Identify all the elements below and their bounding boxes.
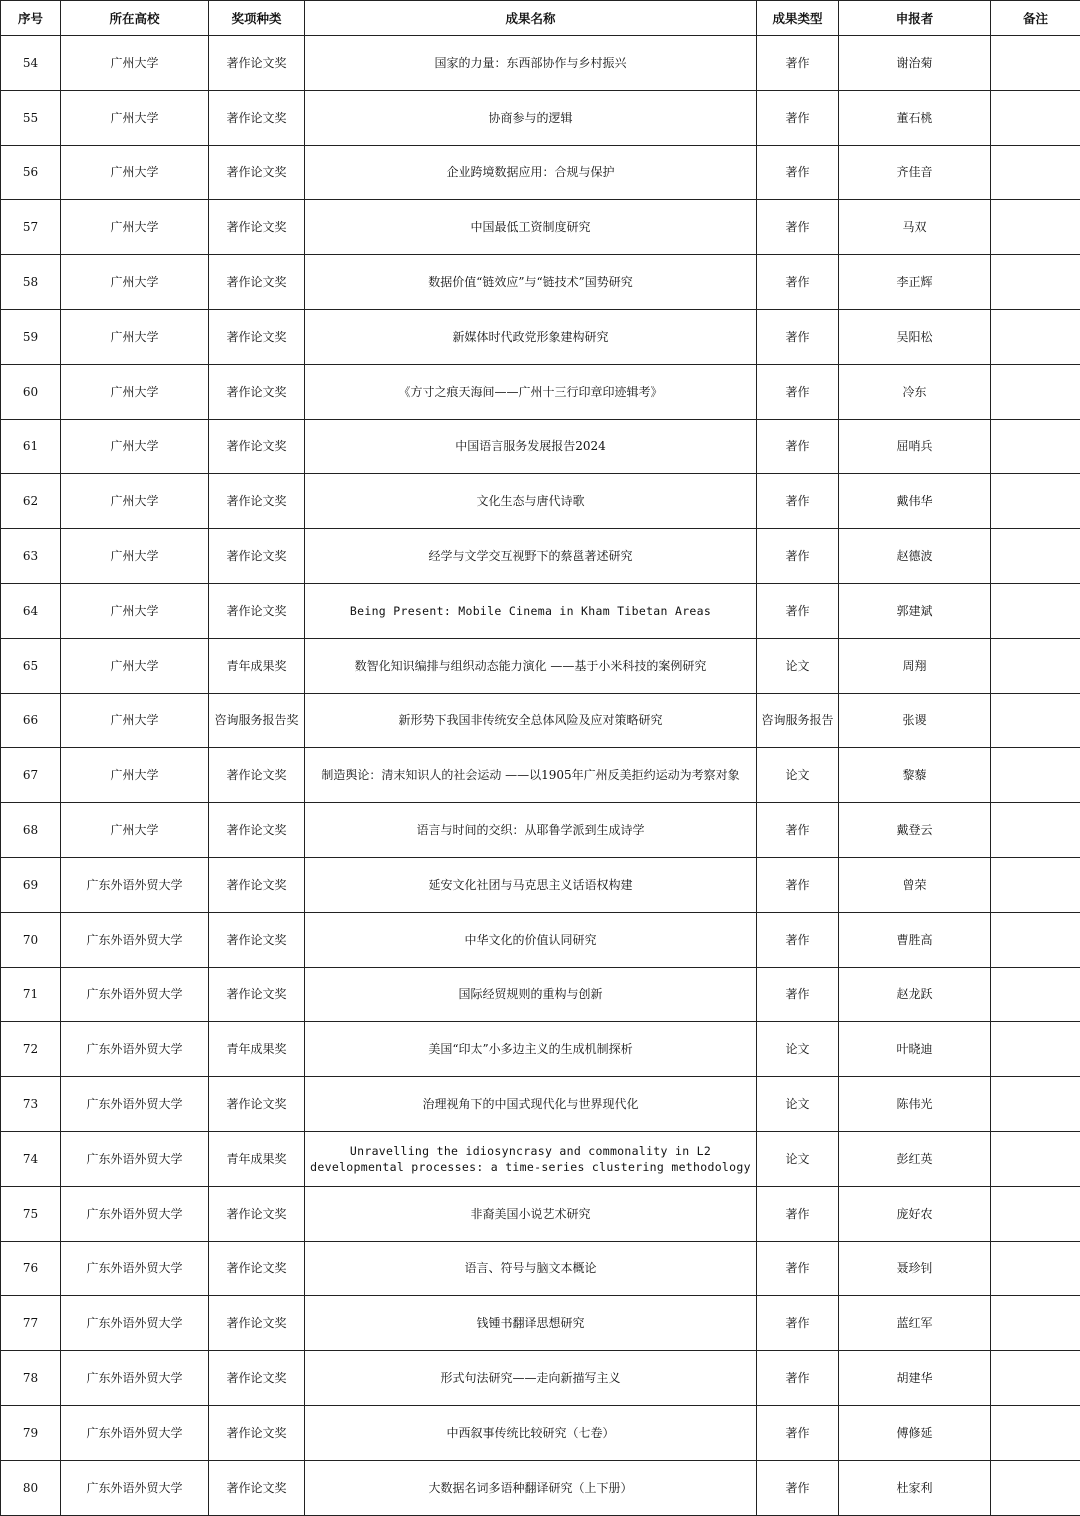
cell-no: 62 [1,474,61,529]
cell-title: 大数据名词多语种翻译研究（上下册） [305,1460,757,1515]
cell-author: 聂珍钊 [839,1241,991,1296]
cell-school: 广东外语外贸大学 [61,1405,209,1460]
cell-note [991,693,1080,748]
cell-school: 广东外语外贸大学 [61,857,209,912]
cell-author: 谢治菊 [839,36,991,91]
cell-type: 著作 [757,145,839,200]
cell-type: 著作 [757,1296,839,1351]
cell-school: 广州大学 [61,255,209,310]
cell-award: 著作论文奖 [209,529,305,584]
cell-award: 咨询服务报告奖 [209,693,305,748]
cell-award: 著作论文奖 [209,145,305,200]
table-row [1,857,1080,912]
cell-note [991,1241,1080,1296]
table-row [1,1460,1080,1515]
header-school: 所在高校 [61,1,209,36]
cell-school: 广州大学 [61,90,209,145]
cell-type: 著作 [757,583,839,638]
cell-no: 54 [1,36,61,91]
table-row [1,638,1080,693]
cell-no: 70 [1,912,61,967]
cell-school: 广州大学 [61,803,209,858]
cell-author: 吴阳松 [839,309,991,364]
cell-no: 69 [1,857,61,912]
cell-author: 傅修延 [839,1405,991,1460]
cell-note [991,364,1080,419]
cell-award: 著作论文奖 [209,803,305,858]
table-row [1,419,1080,474]
cell-type: 著作 [757,1241,839,1296]
cell-author: 马双 [839,200,991,255]
cell-author: 胡建华 [839,1351,991,1406]
cell-author: 周翔 [839,638,991,693]
cell-title: 中国语言服务发展报告2024 [305,419,757,474]
cell-author: 陈伟光 [839,1077,991,1132]
table-row [1,693,1080,748]
cell-type: 著作 [757,36,839,91]
cell-note [991,912,1080,967]
cell-type: 著作 [757,529,839,584]
cell-author: 庞好农 [839,1186,991,1241]
header-no: 序号 [1,1,61,36]
table-row [1,255,1080,310]
cell-author: 彭红英 [839,1131,991,1186]
cell-school: 广东外语外贸大学 [61,1351,209,1406]
cell-title: 协商参与的逻辑 [305,90,757,145]
cell-title: 钱锺书翻译思想研究 [305,1296,757,1351]
table-row [1,1296,1080,1351]
cell-author: 齐佳音 [839,145,991,200]
cell-no: 80 [1,1460,61,1515]
table-row [1,1022,1080,1077]
table-row [1,912,1080,967]
cell-no: 63 [1,529,61,584]
cell-school: 广州大学 [61,474,209,529]
cell-school: 广东外语外贸大学 [61,1296,209,1351]
cell-award: 著作论文奖 [209,419,305,474]
cell-title: 形式句法研究——走向新描写主义 [305,1351,757,1406]
cell-school: 广东外语外贸大学 [61,1186,209,1241]
cell-award: 著作论文奖 [209,364,305,419]
cell-award: 著作论文奖 [209,967,305,1022]
cell-note [991,419,1080,474]
cell-school: 广州大学 [61,36,209,91]
cell-award: 著作论文奖 [209,200,305,255]
cell-school: 广东外语外贸大学 [61,1131,209,1186]
cell-school: 广东外语外贸大学 [61,912,209,967]
cell-award: 著作论文奖 [209,255,305,310]
cell-type: 论文 [757,1077,839,1132]
table-row [1,474,1080,529]
cell-note [991,145,1080,200]
cell-no: 74 [1,1131,61,1186]
cell-type: 著作 [757,1186,839,1241]
cell-note [991,200,1080,255]
cell-title: Being Present: Mobile Cinema in Kham Tibetan Areas [305,583,757,638]
cell-note [991,748,1080,803]
table-row [1,803,1080,858]
cell-type: 论文 [757,638,839,693]
cell-author: 董石桃 [839,90,991,145]
cell-author: 郭建斌 [839,583,991,638]
cell-author: 赵德波 [839,529,991,584]
cell-no: 64 [1,583,61,638]
cell-note [991,1186,1080,1241]
table-row [1,529,1080,584]
cell-author: 赵龙跃 [839,967,991,1022]
table-row [1,200,1080,255]
cell-type: 著作 [757,419,839,474]
cell-author: 屈哨兵 [839,419,991,474]
cell-title: 经学与文学交互视野下的蔡邕著述研究 [305,529,757,584]
cell-school: 广州大学 [61,693,209,748]
cell-title: 语言、符号与脑文本概论 [305,1241,757,1296]
cell-type: 咨询服务报告 [757,693,839,748]
cell-no: 72 [1,1022,61,1077]
cell-school: 广东外语外贸大学 [61,967,209,1022]
cell-award: 青年成果奖 [209,1022,305,1077]
cell-type: 著作 [757,912,839,967]
table-row [1,748,1080,803]
table-row [1,36,1080,91]
cell-no: 78 [1,1351,61,1406]
table-row [1,1077,1080,1132]
table-row [1,145,1080,200]
cell-award: 著作论文奖 [209,1296,305,1351]
cell-school: 广东外语外贸大学 [61,1460,209,1515]
cell-no: 76 [1,1241,61,1296]
cell-award: 著作论文奖 [209,309,305,364]
cell-title: 治理视角下的中国式现代化与世界现代化 [305,1077,757,1132]
cell-award: 著作论文奖 [209,912,305,967]
cell-no: 75 [1,1186,61,1241]
cell-no: 58 [1,255,61,310]
cell-school: 广州大学 [61,200,209,255]
cell-type: 著作 [757,200,839,255]
header-note: 备注 [991,1,1080,36]
cell-note [991,1296,1080,1351]
cell-award: 著作论文奖 [209,1186,305,1241]
cell-note [991,967,1080,1022]
cell-note [991,1405,1080,1460]
cell-title: 延安文化社团与马克思主义话语权构建 [305,857,757,912]
cell-author: 曾荣 [839,857,991,912]
cell-title: 美国“印太”小多边主义的生成机制探析 [305,1022,757,1077]
cell-author: 李正辉 [839,255,991,310]
cell-type: 著作 [757,474,839,529]
cell-school: 广州大学 [61,309,209,364]
cell-school: 广州大学 [61,638,209,693]
cell-type: 著作 [757,309,839,364]
cell-author: 戴伟华 [839,474,991,529]
cell-note [991,255,1080,310]
cell-no: 61 [1,419,61,474]
cell-no: 59 [1,309,61,364]
cell-award: 著作论文奖 [209,583,305,638]
cell-note [991,857,1080,912]
cell-no: 68 [1,803,61,858]
cell-note [991,1131,1080,1186]
header-type: 成果类型 [757,1,839,36]
cell-author: 杜家利 [839,1460,991,1515]
cell-school: 广州大学 [61,419,209,474]
cell-title: 数智化知识编排与组织动态能力演化 ——基于小米科技的案例研究 [305,638,757,693]
cell-note [991,1077,1080,1132]
cell-note [991,1460,1080,1515]
cell-award: 著作论文奖 [209,1077,305,1132]
cell-title: 制造舆论：清末知识人的社会运动 ——以1905年广州反美拒约运动为考察对象 [305,748,757,803]
cell-type: 著作 [757,1351,839,1406]
table-row [1,1241,1080,1296]
cell-award: 著作论文奖 [209,1351,305,1406]
table-row [1,967,1080,1022]
cell-author: 冷东 [839,364,991,419]
cell-school: 广东外语外贸大学 [61,1022,209,1077]
cell-note [991,309,1080,364]
table-row [1,1186,1080,1241]
cell-title: 语言与时间的交织：从耶鲁学派到生成诗学 [305,803,757,858]
cell-title: 国家的力量：东西部协作与乡村振兴 [305,36,757,91]
cell-no: 77 [1,1296,61,1351]
cell-note [991,529,1080,584]
cell-type: 著作 [757,857,839,912]
table-row [1,364,1080,419]
cell-school: 广东外语外贸大学 [61,1241,209,1296]
cell-note [991,474,1080,529]
cell-type: 论文 [757,748,839,803]
cell-award: 著作论文奖 [209,1405,305,1460]
table-row [1,1131,1080,1186]
cell-award: 著作论文奖 [209,36,305,91]
cell-award: 著作论文奖 [209,1460,305,1515]
cell-award: 青年成果奖 [209,638,305,693]
cell-award: 著作论文奖 [209,857,305,912]
header-title: 成果名称 [305,1,757,36]
cell-title: 中华文化的价值认同研究 [305,912,757,967]
cell-school: 广州大学 [61,364,209,419]
cell-no: 56 [1,145,61,200]
cell-school: 广州大学 [61,583,209,638]
cell-title: 新形势下我国非传统安全总体风险及应对策略研究 [305,693,757,748]
cell-title: 文化生态与唐代诗歌 [305,474,757,529]
cell-no: 67 [1,748,61,803]
cell-type: 著作 [757,1405,839,1460]
cell-type: 著作 [757,364,839,419]
cell-type: 著作 [757,1460,839,1515]
cell-title: 非裔美国小说艺术研究 [305,1186,757,1241]
table-row [1,583,1080,638]
cell-note [991,90,1080,145]
cell-title: 中西叙事传统比较研究（七卷） [305,1405,757,1460]
cell-author: 黎藜 [839,748,991,803]
cell-title: Unravelling the idiosyncrasy and commonality in L2 developmental processes: a time-series clustering methodology [305,1131,757,1186]
header-row [1,1,1080,36]
cell-note [991,1022,1080,1077]
cell-award: 著作论文奖 [209,1241,305,1296]
cell-no: 65 [1,638,61,693]
cell-note [991,803,1080,858]
cell-type: 著作 [757,90,839,145]
table-row [1,1351,1080,1406]
cell-author: 戴登云 [839,803,991,858]
cell-author: 张谡 [839,693,991,748]
cell-title: 新媒体时代政党形象建构研究 [305,309,757,364]
cell-no: 71 [1,967,61,1022]
cell-no: 55 [1,90,61,145]
table-header [1,1,1080,36]
cell-note [991,638,1080,693]
header-award: 奖项种类 [209,1,305,36]
cell-type: 论文 [757,1131,839,1186]
cell-type: 著作 [757,967,839,1022]
cell-author: 曹胜高 [839,912,991,967]
cell-author: 叶晓迪 [839,1022,991,1077]
table-row [1,309,1080,364]
cell-title: 企业跨境数据应用：合规与保护 [305,145,757,200]
cell-school: 广州大学 [61,748,209,803]
cell-note [991,1351,1080,1406]
cell-type: 著作 [757,803,839,858]
cell-title: 国际经贸规则的重构与创新 [305,967,757,1022]
cell-award: 青年成果奖 [209,1131,305,1186]
cell-award: 著作论文奖 [209,748,305,803]
cell-title: 《方寸之痕天海间——广州十三行印章印迹辑考》 [305,364,757,419]
cell-title: 数据价值“链效应”与“链技术”国势研究 [305,255,757,310]
cell-award: 著作论文奖 [209,90,305,145]
cell-no: 79 [1,1405,61,1460]
cell-school: 广东外语外贸大学 [61,1077,209,1132]
cell-author: 蓝红军 [839,1296,991,1351]
header-author: 申报者 [839,1,991,36]
cell-type: 论文 [757,1022,839,1077]
table-body [1,36,1080,1516]
table-row [1,90,1080,145]
cell-type: 著作 [757,255,839,310]
cell-note [991,36,1080,91]
cell-note [991,583,1080,638]
cell-no: 66 [1,693,61,748]
cell-award: 著作论文奖 [209,474,305,529]
cell-school: 广州大学 [61,529,209,584]
cell-title: 中国最低工资制度研究 [305,200,757,255]
cell-no: 57 [1,200,61,255]
cell-no: 73 [1,1077,61,1132]
cell-school: 广州大学 [61,145,209,200]
cell-no: 60 [1,364,61,419]
table-row [1,1405,1080,1460]
